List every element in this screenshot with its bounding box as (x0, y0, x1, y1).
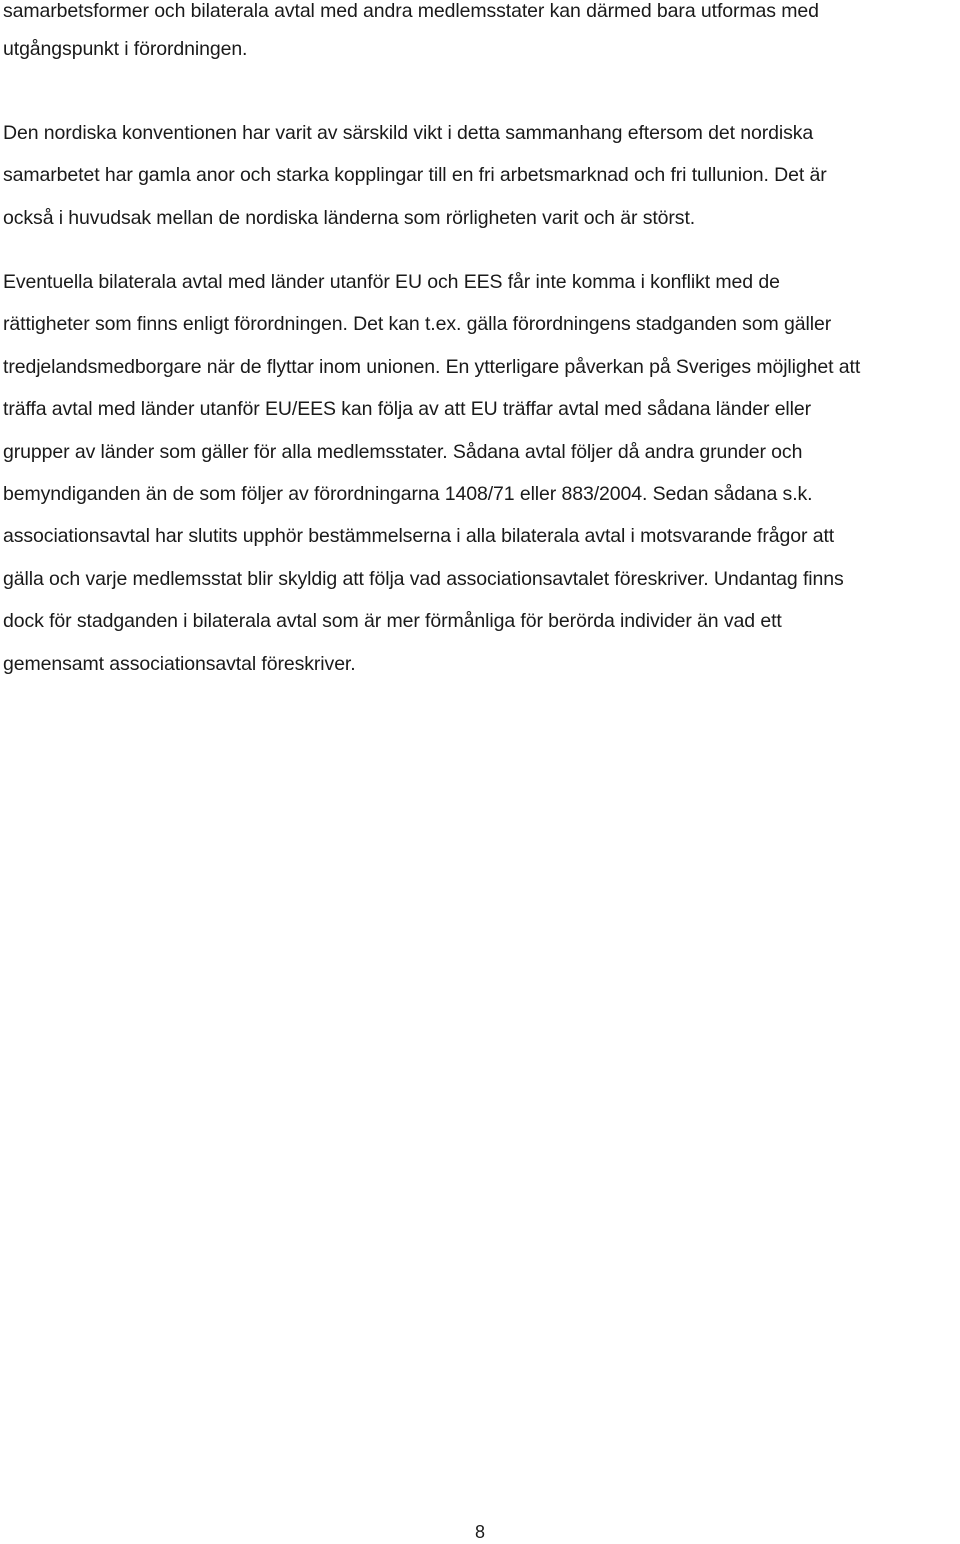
paragraph-3-line-9: dock för stadganden i bilaterala avtal som är mer förmånliga för berörda individer än vad ett (3, 610, 782, 632)
paragraph-3-line-6: bemyndiganden än de som följer av förordningarna 1408/71 eller 883/2004. Sedan sådana s.k. (3, 483, 813, 505)
paragraph-1-line-2: utgångspunkt i förordningen. (3, 38, 248, 60)
paragraph-2-line-1: Den nordiska konventionen har varit av särskild vikt i detta sammanhang eftersom det nordiska (3, 122, 814, 144)
paragraph-3-line-8: gälla och varje medlemsstat blir skyldig att följa vad associationsavtalet föreskriver. Undantag finns (3, 568, 844, 590)
paragraph-3-line-10: gemensamt associationsavtal föreskriver. (3, 653, 356, 675)
paragraph-3-line-2: rättigheter som finns enligt förordningen. Det kan t.ex. gälla förordningens stadganden som gäller (3, 313, 832, 335)
paragraph-3-line-4: träffa avtal med länder utanför EU/EES kan följa av att EU träffar avtal med sådana länder eller (3, 398, 812, 420)
paragraph-3-line-7: associationsavtal har slutits upphör bestämmelserna i alla bilaterala avtal i motsvarande frågor att (3, 525, 835, 547)
paragraph-3-line-1: Eventuella bilaterala avtal med länder utanför EU och EES får inte komma i konflikt med de (3, 271, 780, 293)
page-number: 8 (474, 1522, 485, 1542)
paragraph-2-line-2: samarbetet har gamla anor och starka kopplingar till en fri arbetsmarknad och fri tullunion. Det är (3, 164, 827, 186)
paragraph-3-line-3: tredjelandsmedborgare när de flyttar inom unionen. En ytterligare påverkan på Sveriges möjlighet att (3, 356, 861, 378)
paragraph-1-line-1: samarbetsformer och bilaterala avtal med andra medlemsstater kan därmed bara utformas med (3, 0, 819, 22)
paragraph-3-line-5: grupper av länder som gäller för alla medlemsstater. Sådana avtal följer då andra grunder och (3, 441, 803, 463)
paragraph-2-line-3: också i huvudsak mellan de nordiska länderna som rörligheten varit och är störst. (3, 207, 696, 229)
